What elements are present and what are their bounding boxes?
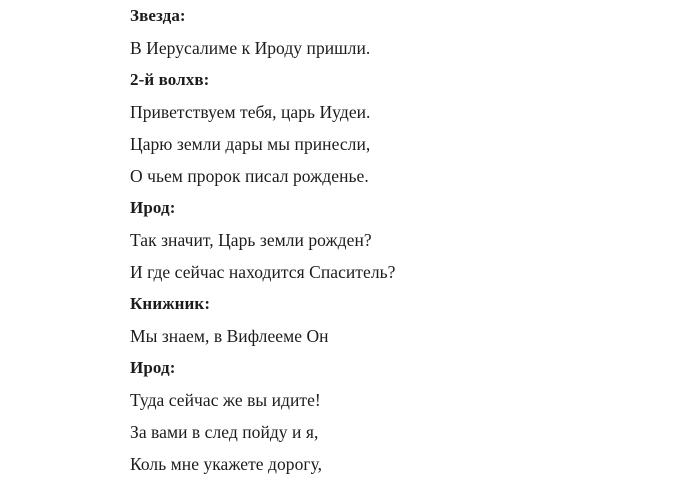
dialogue-line: Так значит, Царь земли рожден? [130,230,372,250]
dialogue-line: За вами в след пойду и я, [130,422,319,442]
speaker-label: Книжник: [130,294,211,313]
dialogue-line: Царю земли дары мы принесли, [130,134,371,154]
dialogue-line: Туда сейчас же вы идите! [130,390,321,410]
dialogue-line: О чьем пророк писал рожденье. [130,166,369,186]
script-text-block [130,0,690,480]
speaker-label: Ирод: [130,198,176,217]
speaker-label: 2-й волхв: [130,70,210,89]
dialogue-line: Коль мне укажете дорогу, [130,454,323,474]
dialogue-line: В Иерусалиме к Ироду пришли. [130,38,371,58]
speaker-label: Звезда: [130,6,186,25]
speaker-label: Ирод: [130,358,176,377]
dialogue-line: Приветствуем тебя, царь Иудеи. [130,102,371,122]
dialogue-line: И где сейчас находится Спаситель? [130,262,396,282]
dialogue-line: Мы знаем, в Вифлееме Он [130,326,329,346]
